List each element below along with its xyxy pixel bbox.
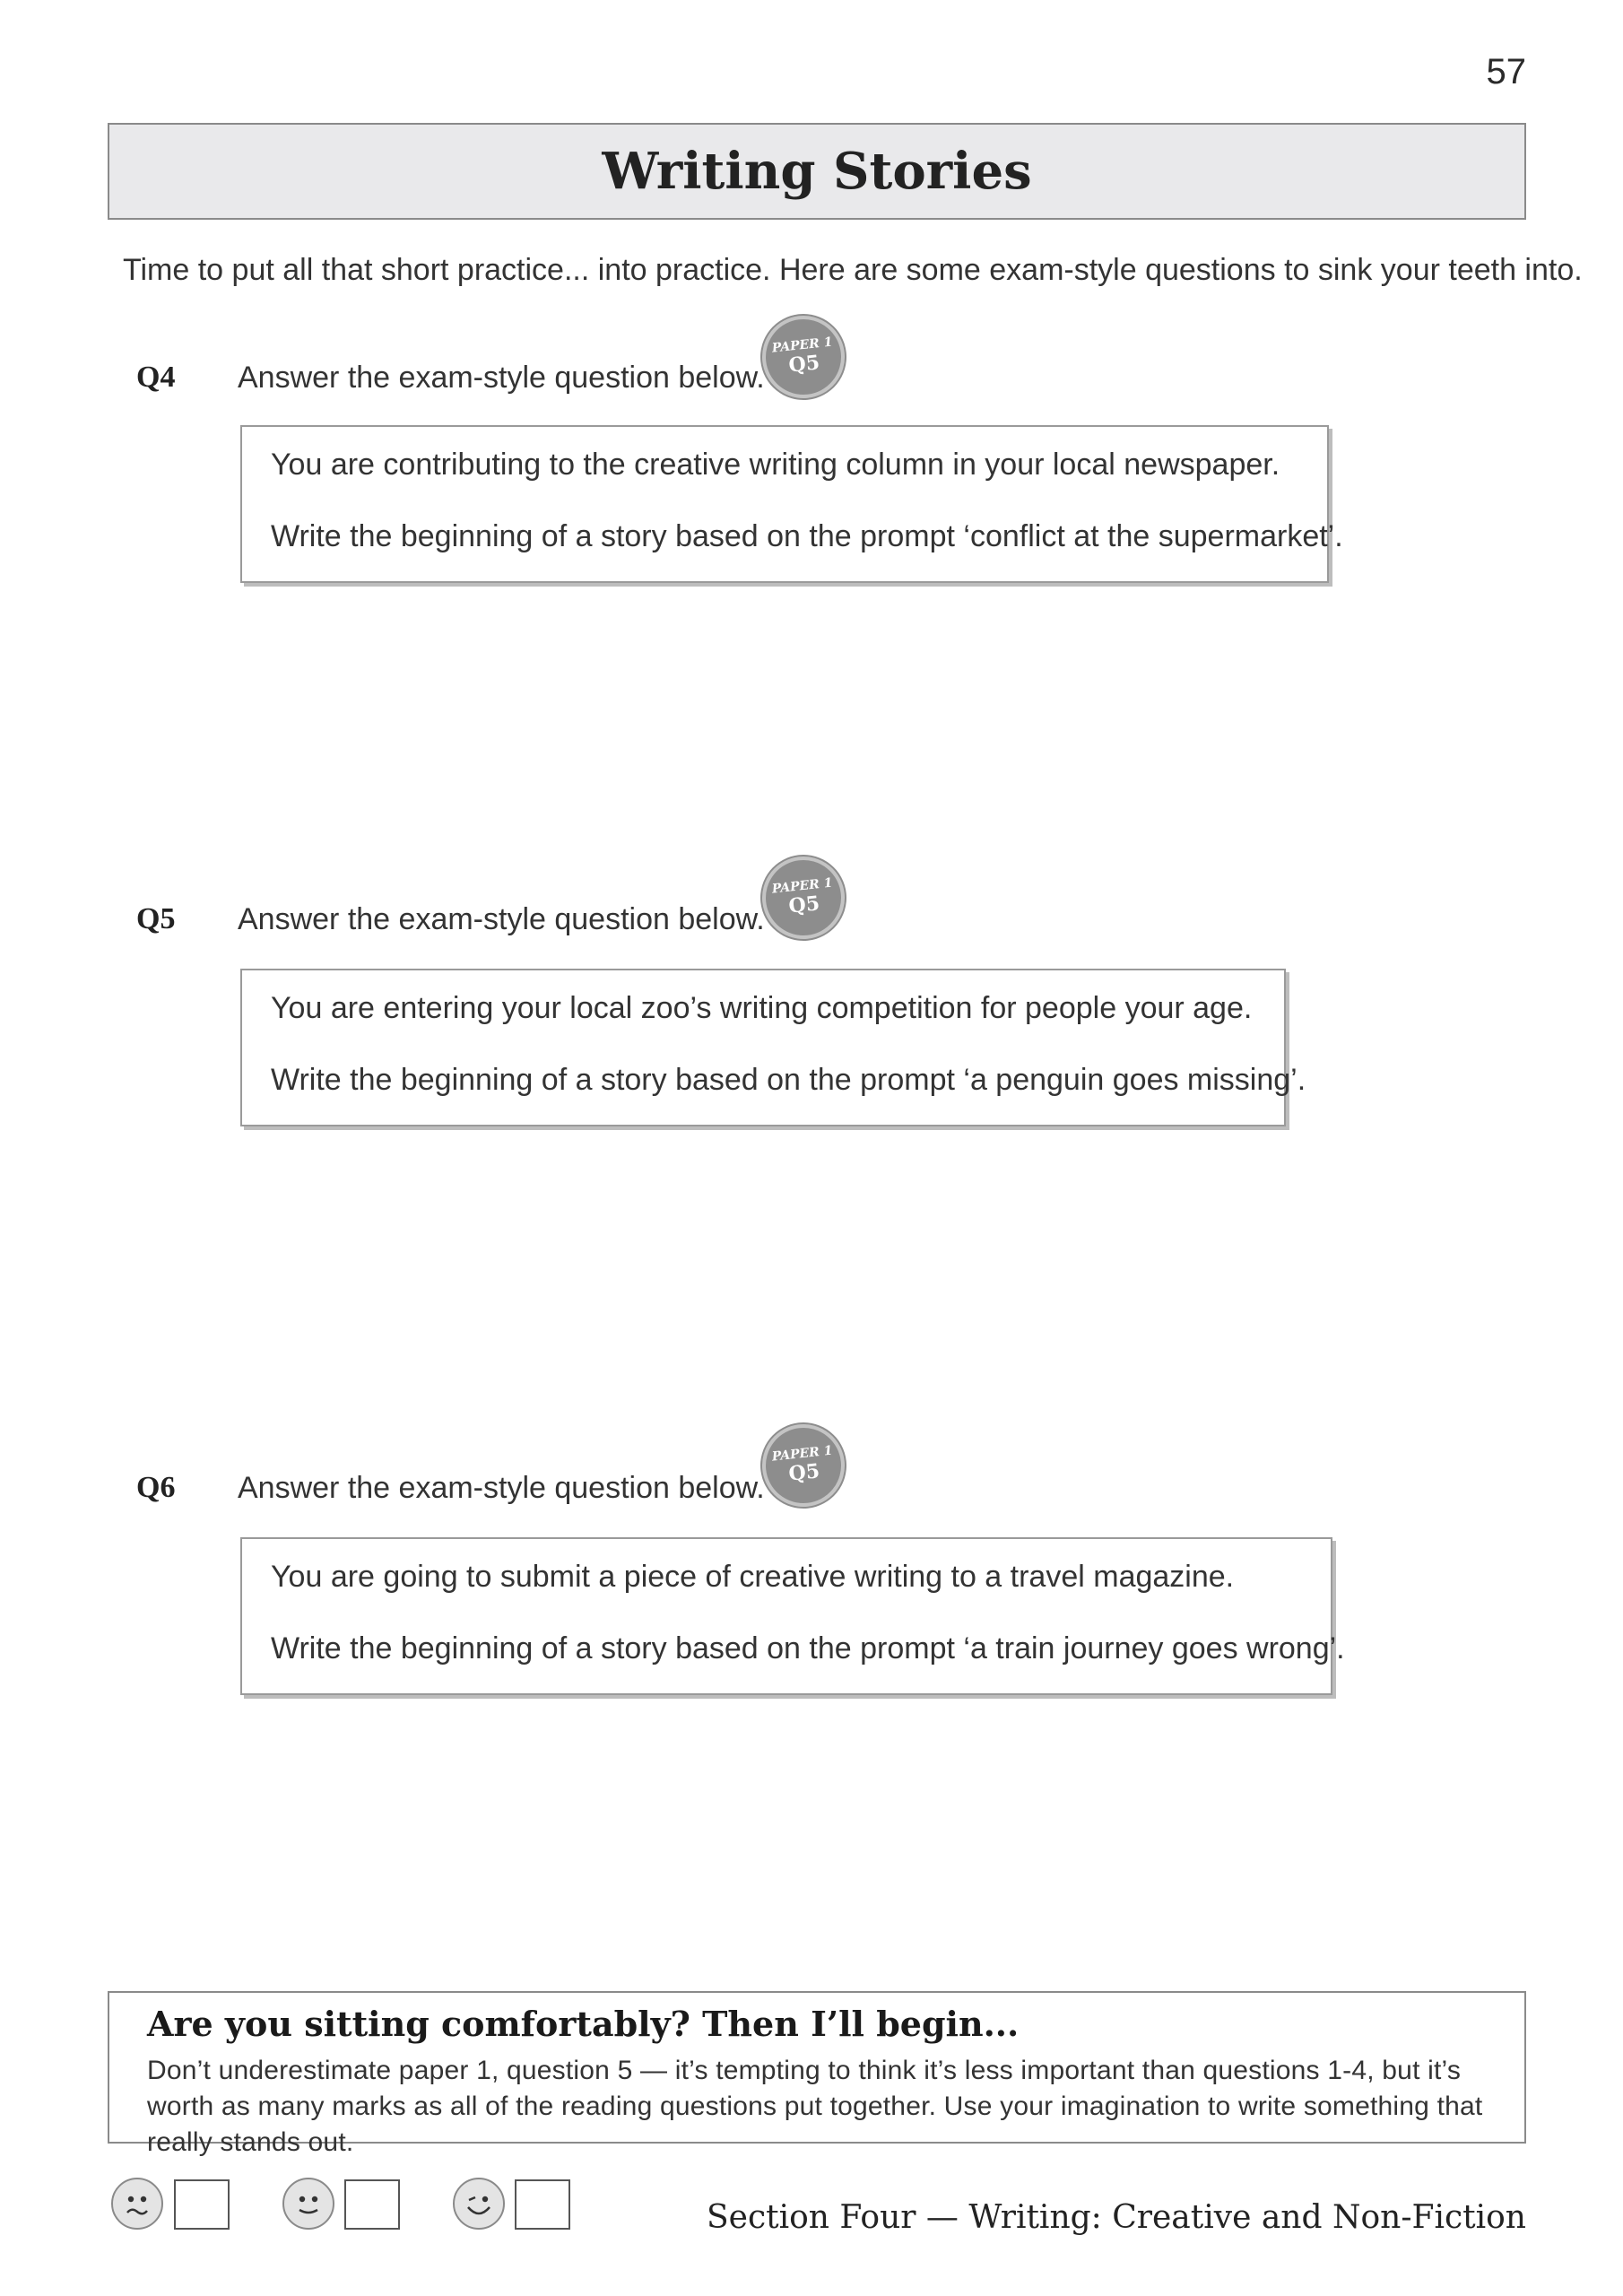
question-number: Q5: [136, 902, 176, 935]
intro-text: Time to put all that short practice... into practice. Here are some exam-style questions to sink your teeth into.: [123, 253, 1583, 287]
prompt-context: You are going to submit a piece of creative writing to a travel magazine.: [271, 1560, 1235, 1594]
prompt-context: You are entering your local zoo’s writing competition for people your age.: [271, 991, 1253, 1025]
confidence-checkbox[interactable]: [174, 2179, 230, 2230]
paper-badge-icon: [758, 852, 848, 943]
question-instruction: Answer the exam-style question below.: [238, 361, 765, 395]
confidence-checkbox[interactable]: [515, 2179, 570, 2230]
paper-badge-icon: [758, 311, 848, 402]
tip-body: Don’t underestimate paper 1, question 5 — it’s tempting to think it’s less important than questions 1-4, but it’s worth as many marks as all of the reading questions put together. Use your imagination to write something that really stands out.: [147, 2056, 1483, 2157]
page-title: Writing Stories: [602, 142, 1032, 201]
question-number: Q6: [136, 1471, 176, 1504]
tip-box: [108, 1991, 1526, 2157]
neutral-face-icon: [282, 2178, 334, 2230]
section-footer: Section Four — Writing: Creative and Non-Fiction: [706, 2199, 1526, 2236]
tip-heading: Are you sitting comfortably? Then I’ll begin...: [147, 2004, 1020, 2044]
question-instruction: Answer the exam-style question below.: [238, 902, 765, 936]
badge-question-label: Q5: [787, 351, 821, 378]
question-instruction: Answer the exam-style question below.: [238, 1471, 765, 1505]
paper-badge-icon: [758, 1420, 848, 1510]
page-number: 57: [1486, 52, 1526, 91]
question-number: Q4: [136, 361, 176, 394]
title-banner: [108, 123, 1526, 220]
badge-paper-label: PAPER 1: [771, 1443, 834, 1465]
prompt-box: [240, 1537, 1345, 1695]
happy-face-icon: [453, 2178, 505, 2230]
prompt-task: Write the beginning of a story based on the prompt ‘a train journey goes wrong’.: [271, 1631, 1345, 1665]
badge-question-label: Q5: [787, 1459, 821, 1486]
prompt-box: [240, 425, 1343, 583]
prompt-box: [240, 969, 1306, 1126]
badge-question-label: Q5: [787, 891, 821, 918]
badge-paper-label: PAPER 1: [771, 875, 834, 897]
badge-paper-label: PAPER 1: [771, 335, 834, 356]
sad-face-icon: [111, 2178, 163, 2230]
prompt-context: You are contributing to the creative writing column in your local newspaper.: [271, 448, 1280, 482]
confidence-checkbox[interactable]: [344, 2179, 400, 2230]
prompt-task: Write the beginning of a story based on the prompt ‘conflict at the supermarket’.: [271, 519, 1343, 553]
prompt-task: Write the beginning of a story based on the prompt ‘a penguin goes missing’.: [271, 1063, 1306, 1097]
